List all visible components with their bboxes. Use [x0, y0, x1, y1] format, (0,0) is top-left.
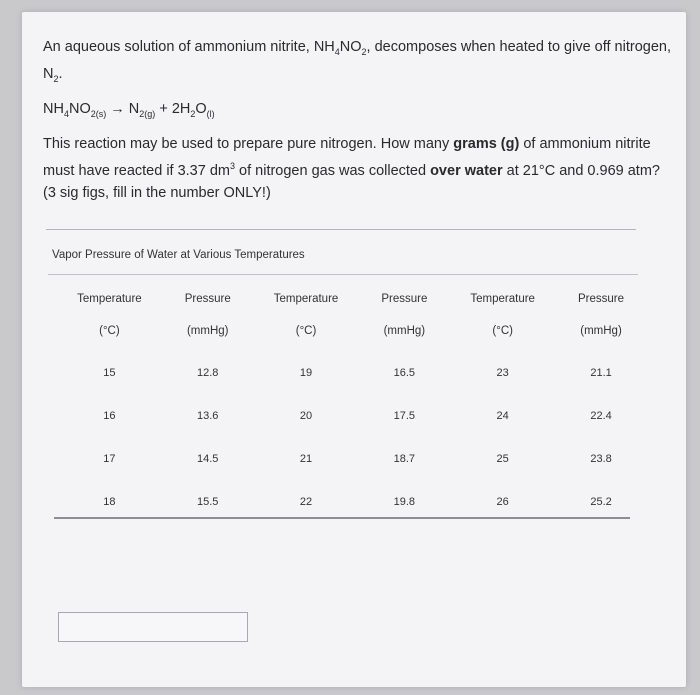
- table-cell: 14.5: [197, 452, 219, 465]
- eq-p1-sub: 2(g): [139, 108, 156, 119]
- intro-sub-n2: 2: [53, 73, 59, 84]
- table-cell: 26: [496, 495, 509, 508]
- unit-mmhg: (mmHg): [186, 325, 229, 337]
- unit-celsius: (°C): [492, 325, 513, 337]
- eq-r2-sub: 2(s): [90, 108, 107, 119]
- table-cell: 16: [103, 409, 116, 422]
- header-pressure: Pressure: [381, 293, 428, 305]
- table-cell: 13.6: [197, 409, 219, 422]
- question-card: [22, 12, 686, 687]
- body-sup-3: 3: [230, 160, 236, 171]
- divider-table-bottom: [54, 517, 630, 519]
- eq-p3: O: [195, 100, 207, 117]
- table-cell: 18.7: [393, 452, 416, 465]
- question-intro: [43, 36, 673, 90]
- table-cell: 23: [496, 366, 509, 379]
- body-text-4: at 21°C and 0.969 atm? (3 sig figs, fill in the number ONLY!): [43, 162, 660, 201]
- table-cell: 25: [496, 452, 509, 465]
- table-cell: 21.1: [590, 366, 612, 379]
- table-cell: 12.8: [197, 366, 219, 379]
- body-bold-grams: grams (g): [453, 135, 520, 152]
- eq-r1-sub: 4: [63, 108, 69, 119]
- header-temperature: Temperature: [77, 293, 142, 305]
- question-body: [43, 133, 673, 204]
- vapor-pressure-table: [52, 287, 642, 523]
- unit-mmhg: (mmHg): [580, 325, 622, 337]
- eq-p2-sub: 2: [190, 108, 196, 119]
- table-cell: 19: [299, 366, 313, 379]
- body-text-3: of nitrogen gas was collected: [235, 162, 431, 179]
- intro-text-end: .: [58, 65, 63, 82]
- intro-text-2: NO: [339, 39, 362, 55]
- table-cell: 17.5: [393, 409, 416, 422]
- table-cell: 25.2: [590, 495, 612, 508]
- intro-sub-4: 4: [334, 46, 340, 57]
- table-row: [52, 351, 642, 394]
- eq-p3-sub: (l): [206, 108, 215, 119]
- unit-celsius: (°C): [99, 325, 120, 337]
- body-text-2: of ammonium nitrite must have reacted if 3.37 dm: [43, 135, 651, 179]
- vapor-table-title: Vapor Pressure of Water at Various Temperatures: [52, 249, 305, 261]
- divider-top: [46, 229, 636, 230]
- eq-r2: NO: [68, 100, 91, 117]
- eq-p2: 2H: [171, 100, 191, 117]
- unit-celsius: (°C): [295, 325, 317, 337]
- header-temperature: Temperature: [273, 293, 339, 305]
- intro-text-3: , decomposes when heated to give off nitrogen, N: [43, 39, 671, 82]
- intro-sub-2: 2: [361, 46, 367, 57]
- table-cell: 22.4: [590, 409, 612, 422]
- table-cell: 23.8: [590, 452, 612, 465]
- intro-text-1: An aqueous solution of ammonium nitrite, NH: [43, 39, 335, 55]
- table-cell: 19.8: [393, 495, 416, 508]
- table-cell: 21: [299, 452, 313, 465]
- eq-plus: +: [159, 100, 168, 117]
- table-cell: 22: [299, 495, 313, 508]
- table-row: [52, 437, 642, 480]
- divider-table-top: [48, 274, 638, 275]
- table-cell: 15: [103, 366, 116, 379]
- table-cell: 24: [496, 409, 509, 422]
- eq-arrow: →: [110, 100, 125, 117]
- table-cell: 17: [103, 452, 116, 465]
- table-units-row: [52, 311, 642, 351]
- table-cell: 16.5: [393, 366, 416, 379]
- eq-r1: NH: [43, 100, 64, 117]
- reaction-equation: [43, 98, 673, 125]
- table-cell: 18: [103, 495, 116, 508]
- eq-p1: N: [128, 100, 140, 117]
- header-pressure: Pressure: [578, 293, 625, 305]
- header-temperature: Temperature: [470, 293, 535, 305]
- table-cell: 20: [299, 409, 313, 422]
- table-cell: 15.5: [197, 495, 219, 508]
- unit-mmhg: (mmHg): [383, 325, 426, 337]
- table-header-row: [52, 287, 642, 311]
- header-pressure: Pressure: [184, 293, 231, 305]
- body-bold-over-water: over water: [430, 162, 503, 179]
- answer-input[interactable]: [58, 612, 248, 642]
- table-row: [52, 394, 642, 437]
- question-text: [43, 36, 673, 204]
- body-text-1: This reaction may be used to prepare pure nitrogen. How many: [43, 135, 454, 152]
